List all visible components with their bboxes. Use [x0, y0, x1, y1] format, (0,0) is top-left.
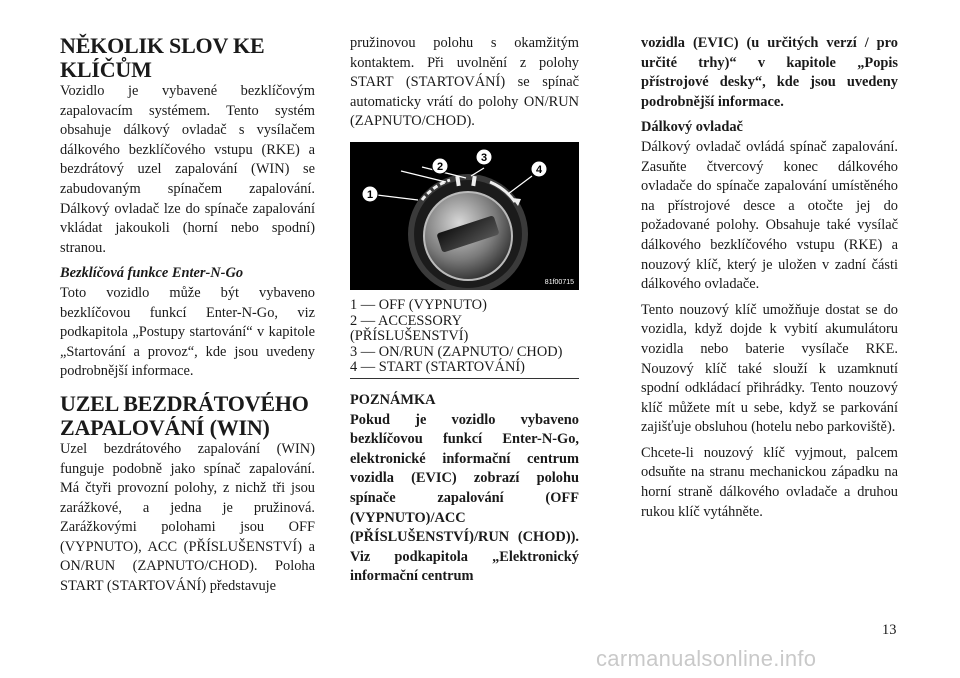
heading-win: UZEL BEZDRÁTOVÉHO ZAPALOVÁNÍ (WIN) — [60, 390, 309, 440]
callout-3: 3 — [480, 151, 488, 164]
caption-1: 1 — OFF (VYPNUTO) — [350, 296, 487, 313]
caption-2: 2 — ACCESSORY (PŘÍSLUŠENSTVÍ) — [350, 312, 469, 345]
ignition-figure — [350, 142, 579, 290]
figure-caption — [350, 298, 579, 376]
callout-1: 1 — [366, 188, 374, 201]
figure-code: 81f00715 — [544, 278, 574, 286]
subheading-enter-n-go: Bezklíčová funkce Enter-N-Go — [60, 265, 244, 282]
ignition-switch-illustration — [350, 142, 579, 290]
subheading-remote: Dálkový ovladač — [641, 119, 743, 136]
column-middle — [350, 34, 579, 587]
caption-divider — [350, 378, 579, 379]
callout-2: 2 — [436, 160, 444, 173]
paragraph-enter-n-go: Toto vozidlo může být vybaveno bezklíčovou funkcí Enter-N-Go, viz podkapitola „Postupy startování“ v kapitole „Startování a provoz“, kde jsou uvedeny podrobnější informace. — [60, 284, 315, 380]
paragraph-remote: Dálkový ovladač ovládá spínač zapalování. Zasuňte čtvercový konec dálkového ovladače do spínače zapalování umístěného na přístrojové desce a otočte jej do požadované polohy. Obsahuje také vysílač dálkového bezklíčového vstupu (RKE) a nouzový klíč, který je uložen v zadní části dálkového ovladače. — [641, 138, 898, 293]
paragraph-win: Uzel bezdrátového zapalování (WIN) funguje podobně jako spínač zapalování. Má čtyři provozní polohy, z nichž tři jsou zarážkové, a jedna je pružinová. Zarážkovými polohami jsou OFF (VYPNUTO), ACC (PŘÍSLUŠENSTVÍ) a ON/RUN (ZAPNUTO/CHOD). Poloha START (STARTOVÁNÍ) představuje — [60, 440, 315, 595]
heading-keys: NĚKOLIK SLOV KE KLÍČŮM — [60, 33, 265, 82]
page-number: 13 — [882, 622, 897, 638]
caption-4: 4 — START (STARTOVÁNÍ) — [350, 359, 525, 376]
caption-3: 3 — ON/RUN (ZAPNUTO/ CHOD) — [350, 343, 563, 360]
paragraph-keyless-system: Vozidlo je vybavené bezklíčovým zapalovacím systémem. Tento systém obsahuje dálkový ovladač s vysílačem dálkového bezklíčového vstupu (RKE) a bezdrátový uzel zapalování (WIN) se zabudovaným spínačem zapalování. Dálkový ovladač lze do spínače zapalování vkládat jakoukoli (horní nebo spodní) stranou. — [60, 83, 315, 256]
note-text: Pokud je vozidlo vybaveno bezklíčovou funkcí Enter-N-Go, elektronické informační centrum vozidla (EVIC) zobrazí polohu spínače zapalování (OFF (VYPNUTO)/ACC (PŘÍSLUŠENSTVÍ)/RUN (CHOD)). Viz podkapitola „Elektronický informační centrum — [350, 411, 579, 585]
paragraph-start-position: pružinovou polohu s okamžitým kontaktem. Při uvolnění z polohy START (STARTOVÁNÍ) se spínač automaticky vrátí do polohy ON/RUN (ZAPNUTO/CHOD). — [350, 35, 579, 130]
watermark: carmanualsonline.info — [596, 646, 817, 671]
paragraph-remove-key: Chcete-li nouzový klíč vyjmout, palcem odsuňte na stranu mechanickou západku na horní straně dálkového ovladače a druhou rukou klíč vytáhněte. — [641, 444, 898, 520]
column-left — [60, 34, 315, 597]
column-right — [641, 34, 898, 522]
note-title: POZNÁMKA — [350, 391, 436, 408]
callout-4: 4 — [535, 163, 543, 176]
note-continuation: vozidla (EVIC) (u určitých verzí / pro určité trhy)“ v kapitole „Popis přístrojové desky“, kde jsou uvedeny podrobnější informace. — [641, 35, 898, 110]
paragraph-emergency-key: Tento nouzový klíč umožňuje dostat se do vozidla, když dojde k vybití akumulátoru vozidla nebo baterie vysílače RKE. Nouzový klíč také slouží k uzamknutí spodní odkládací přihrádky. Tento nouzový klíč můžete mít u sebe, když se parkování zajišťuje obsluhou (hotelu nebo parkoviště). — [641, 301, 898, 436]
